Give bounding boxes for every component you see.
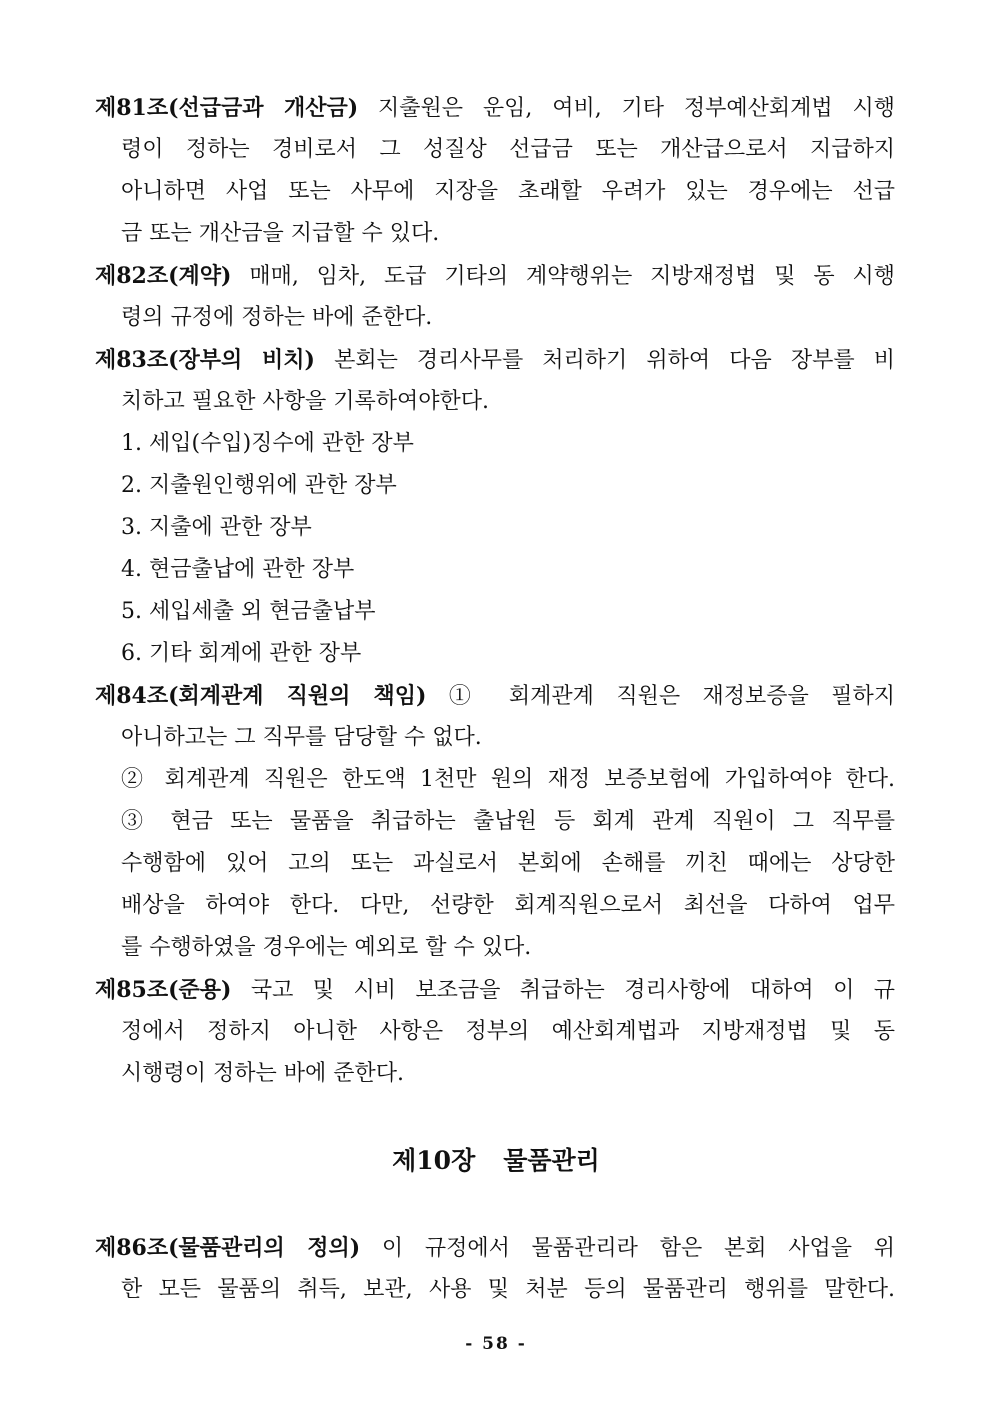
list-item: 2. 지출원인행위에 관한 장부 [121,473,397,498]
art84-line-3: ② 회계관계 직원은 한도액 1천만 원의 재정 보증보험에 가입하여야 한다. [121,767,895,792]
art83-heading: 제83조(장부의 비치) [95,347,315,373]
art85-line-2: 정에서 정하지 아니한 사항은 정부의 예산회계법과 지방재정법 및 동 [121,1019,895,1044]
art81-line-4: 금 또는 개산금을 지급할 수 있다. [121,221,440,246]
art81-line-1 [95,94,895,123]
art86-line-1 [95,1234,895,1263]
art82-heading: 제82조(계약) [95,263,232,289]
art84-line-7: 를 수행하였을 경우에는 예외로 할 수 있다. [121,935,532,960]
art84-heading: 제84조(회계관계 직원의 책임) [95,683,427,709]
art81-text: 지출원은 운임, 여비, 기타 정부예산회계법 시행 [358,96,895,121]
list-item: 1. 세입(수입)징수에 관한 장부 [121,431,414,456]
art85-line-3: 시행령이 정하는 바에 준한다. [121,1061,404,1086]
art84-line-1 [95,682,895,711]
art81-heading: 제81조(선급금과 개산금) [95,95,359,121]
art84-line-6: 배상을 하여야 한다. 다만, 선량한 회계직원으로서 최선을 다하여 업무 [121,893,895,918]
chapter-title [0,1145,992,1177]
art82-line-2: 령의 규정에 정하는 바에 준한다. [121,305,433,330]
list-item: 6. 기타 회계에 관한 장부 [121,641,362,666]
list-item: 5. 세입세출 외 현금출납부 [121,599,376,624]
chapter-name: 물품관리 [503,1146,600,1175]
art83-line-2: 치하고 필요한 사항을 기록하여야한다. [121,389,490,414]
art82-line-1 [95,262,895,291]
art81-line-3: 아니하면 사업 또는 사무에 지장을 초래할 우려가 있는 경우에는 선급 [121,179,895,204]
chapter-number: 제10장 [392,1146,476,1175]
art86-heading: 제86조(물품관리의 정의) [95,1235,361,1261]
list-item: 3. 지출에 관한 장부 [121,515,312,540]
art85-text: 국고 및 시비 보조금을 취급하는 경리사항에 대하여 이 규 [231,978,895,1003]
art84-line-5: 수행함에 있어 고의 또는 과실로서 본회에 손해를 끼친 때에는 상당한 [121,851,895,876]
art84-line-4: ③ 현금 또는 물품을 취급하는 출납원 등 회계 관계 직원이 그 직무를 [121,809,895,834]
list-item: 4. 현금출납에 관한 장부 [121,557,355,582]
art83-text: 본회는 경리사무를 처리하기 위하여 다음 장부를 비 [314,348,895,373]
page-number: - 58 - [465,1334,527,1354]
art86-line-2: 한 모든 물품의 취득, 보관, 사용 및 처분 등의 물품관리 행위를 말한다. [121,1277,895,1302]
art82-text: 매매, 임차, 도급 기타의 계약행위는 지방재정법 및 동 시행 [231,264,895,289]
art86-text: 이 규정에서 물품관리라 함은 본회 사업을 위 [360,1236,895,1261]
art85-heading: 제85조(준용) [95,977,232,1003]
art84-text: ① 회계관계 직원은 재정보증을 필하지 [426,684,896,709]
art83-line-1 [95,346,895,375]
art85-line-1 [95,976,895,1005]
art81-line-2: 령이 정하는 경비로서 그 성질상 선급금 또는 개산급으로서 지급하지 [121,137,895,162]
art84-line-2: 아니하고는 그 직무를 담당할 수 없다. [121,725,482,750]
